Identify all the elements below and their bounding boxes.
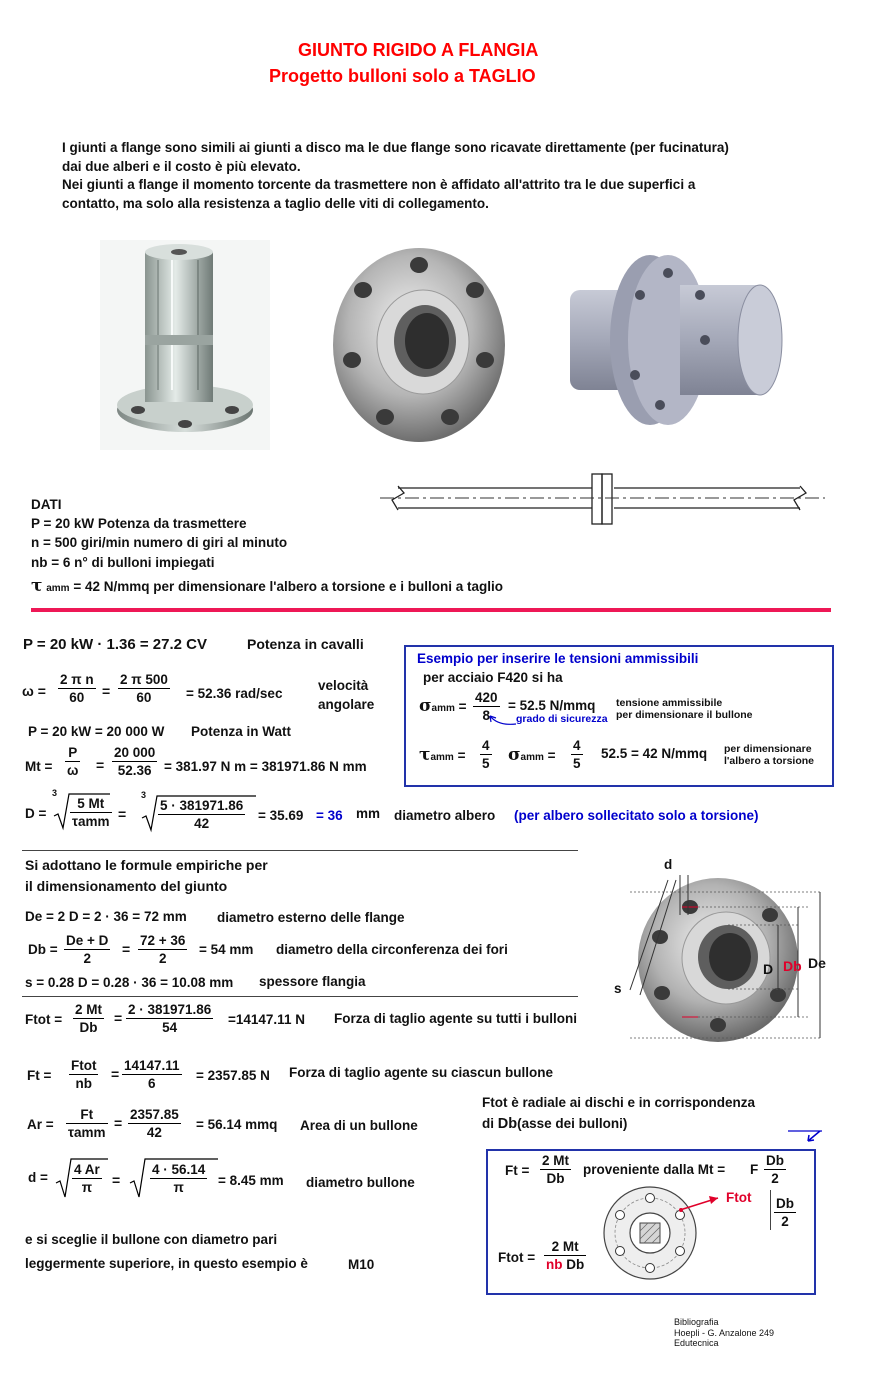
dd-lhs: d = — [28, 1170, 48, 1185]
dimension-line — [770, 1190, 772, 1230]
choice-line2: leggermente superiore, in questo esempio è — [25, 1256, 308, 1271]
splined-shaft-flange-image — [100, 240, 270, 450]
dd-fraction-2: $\frac{4 \cdot 56.14}{\pi}$ — [152, 1162, 206, 1195]
ar-lhs: Ar = — [27, 1117, 54, 1132]
intro-paragraph — [62, 139, 729, 213]
s-label: spessore flangia — [259, 974, 366, 989]
box-mid-text: proveniente dalla Mt = — [583, 1162, 726, 1177]
cube-root-index: 3 — [52, 788, 58, 798]
example-title: Esempio per inserire le tensioni ammissibili — [417, 651, 699, 666]
ftot-label: Forza di taglio agente su tutti i bulloni — [334, 1011, 577, 1026]
d-lhs: D = — [25, 806, 47, 821]
label-d: d — [664, 857, 673, 872]
ft-label: Forza di taglio agente su ciascun bullone — [289, 1065, 554, 1080]
box-ft-lhs: Ft = — [505, 1163, 530, 1178]
dati-bolts: nb = 6 n° di bulloni impiegati — [31, 555, 215, 570]
empirical-line2: il dimensionamento del giunto — [25, 878, 228, 894]
ftot-lhs: Ftot = — [25, 1012, 63, 1027]
tau-sigma-term: σamm = — [508, 745, 556, 765]
bibliography — [674, 1317, 774, 1349]
db-fraction-1: $\frac{De + D}{2}$ — [66, 933, 109, 966]
flanged-coupling-image — [560, 255, 785, 435]
intro-line: dai due alberi e il costo è più elevato. — [62, 158, 301, 174]
title-line2: Progetto bulloni solo a TAGLIO — [269, 66, 536, 86]
power-cv-label: Potenza in cavalli — [247, 636, 364, 652]
label-Db: Db — [783, 958, 802, 974]
equals: = — [114, 1010, 123, 1026]
ftot-note-line1: Ftot è radiale ai dischi e in corrispondenza — [482, 1095, 756, 1110]
cube-root-index: 3 — [141, 790, 147, 800]
arrow-icon — [788, 1128, 824, 1144]
power-watt: P = 20 kW = 20 000 W — [28, 724, 165, 739]
ar-result: = 56.14 mmq — [196, 1117, 278, 1132]
box-fraction-3: $\frac{Db}{2}$ — [776, 1196, 794, 1229]
intro-line: Nei giunti a flange il momento torcente da trasmettere non è affidato all'attrito tra le due superfici a — [62, 177, 696, 192]
equals: = — [118, 806, 127, 822]
title-line1: GIUNTO RIGIDO A FLANGIA — [298, 40, 539, 60]
d-label-note: (per albero sollecitato solo a torsione) — [514, 808, 759, 823]
ft-result: = 2357.85 N — [196, 1068, 270, 1083]
d-label: diametro albero — [394, 808, 496, 823]
biblio-line: Edutecnica — [674, 1338, 719, 1348]
ar-fraction-2: $\frac{2357.85}{42}$ — [130, 1107, 179, 1140]
equals: = — [111, 1066, 120, 1082]
de-formula: De = 2 D = 2 · 36 = 72 mm — [25, 909, 187, 924]
omega-fraction-1: $\frac{\text{2 π n}}{60}$ — [60, 672, 94, 705]
dati-rpm: n = 500 giri/min numero di giri al minuto — [31, 535, 288, 550]
weld-neck-flange-image — [330, 245, 508, 445]
dd-label: diametro bullone — [306, 1175, 415, 1190]
label-De: De — [808, 955, 826, 971]
label-s: s — [614, 981, 622, 996]
db-lhs: Db = — [28, 942, 58, 957]
example-subtitle: per acciaio F420 si ha — [423, 670, 563, 685]
equals: = — [112, 1172, 121, 1188]
tau-symbol: τ — [31, 576, 43, 596]
box-F: F — [750, 1162, 759, 1177]
s-formula: s = 0.28 D = 0.28 · 36 = 10.08 mm — [25, 975, 234, 990]
db-fraction-2: $\frac{72 + 36}{2}$ — [140, 933, 186, 966]
power-cv: P = 20 kW · 1.36 = 27.2 CV — [23, 636, 207, 653]
dati-tau — [31, 576, 503, 596]
sigma-fraction: $\frac{420}{8}$ — [475, 690, 498, 723]
tau-text: = 42 N/mmq per dimensionare l'albero a torsione e i bulloni a taglio — [73, 579, 504, 594]
biblio-line: Bibliografia — [674, 1317, 719, 1327]
choice-line1: e si sceglie il bullone con diametro pari — [25, 1232, 278, 1247]
ftot-note-line2: di Db(asse dei bulloni) — [482, 1116, 628, 1132]
tau-subscript: amm — [46, 583, 70, 594]
equals: = — [122, 941, 131, 957]
box-ftot-lhs: Ftot = — [498, 1250, 536, 1265]
mt-result: = 381.97 N m = 381971.86 N mm — [164, 759, 367, 774]
divider-line — [22, 996, 578, 997]
equals: = — [102, 683, 111, 699]
sigma-note: tensione ammissibile per dimensionare il bullone — [616, 697, 753, 721]
section-divider — [31, 608, 831, 612]
tau-fraction-1: $\frac{4}{5}$ — [482, 738, 490, 771]
intro-line: contatto, ma solo alla resistenza a taglio delle viti di collegamento. — [62, 195, 489, 211]
safety-factor-note: grado di sicurezza — [516, 713, 608, 725]
intro-line: I giunti a flange sono simili ai giunti a disco ma le due flange sono ricavate direttamente (per fucinatura) — [62, 140, 729, 155]
tau-fraction-2: $\frac{4}{5}$ — [573, 738, 581, 771]
db-label: diametro della circonferenza dei fori — [276, 942, 508, 957]
ftot-fraction-2: $\frac{2 \cdot 381971.86}{54}$ — [128, 1002, 212, 1035]
force-arrow-icon — [676, 1186, 726, 1216]
omega-label-2: angolare — [318, 697, 375, 712]
ftot-result: =14147.11 N — [228, 1012, 305, 1027]
ar-fraction-1: Ft τamm — [68, 1107, 106, 1140]
box-fraction-4: $\frac{2 Mt}{\text{nb Db}}$ — [546, 1239, 585, 1272]
d-fraction-2: $\frac{5 \cdot 381971.86}{42}$ — [160, 798, 244, 831]
dd-fraction-1: $\frac{4 Ar}{\pi}$ — [74, 1162, 100, 1195]
empirical-line1: Si adottano le formule empiriche per — [25, 857, 268, 873]
shaft-coupling-sketch — [380, 468, 830, 530]
dati-power: P = 20 kW Potenza da trasmettere — [31, 516, 247, 531]
mt-lhs: Mt = — [25, 759, 53, 774]
equals: = — [96, 757, 105, 773]
sigma-lhs: σamm = — [419, 696, 467, 716]
divider-line — [22, 850, 578, 851]
d-fraction-1: 5 Mt τamm — [72, 796, 110, 829]
ft-lhs: Ft = — [27, 1068, 52, 1083]
choice-value: M10 — [348, 1257, 375, 1272]
ft-fraction-1: Ftot nb — [71, 1058, 97, 1091]
tau-result: 52.5 = 42 N/mmq — [601, 746, 708, 761]
ftot-fraction-1: $\frac{2 Mt}{Db}$ — [75, 1002, 102, 1035]
box-ftot-arrow-label: Ftot — [726, 1190, 752, 1205]
dati-heading: DATI — [31, 497, 62, 512]
db-result: = 54 mm — [199, 942, 254, 957]
de-label: diametro esterno delle flange — [217, 910, 405, 925]
mt-fraction-1: $\frac{P}{\omega}$ — [67, 745, 79, 778]
sigma-subscript: amm — [431, 703, 455, 714]
sigma-symbol: σ — [419, 696, 432, 716]
equals: = — [114, 1115, 123, 1131]
d-result-rounded: = 36 — [316, 808, 343, 823]
ft-fraction-2: $\frac{14147.11}{6}$ — [124, 1058, 180, 1091]
biblio-line: Hoepli - G. Anzalone 249 — [674, 1327, 775, 1338]
omega-result: = 52.36 rad/sec — [186, 686, 283, 701]
tau-note: per dimensionare l'albero a torsione — [724, 743, 815, 767]
mt-fraction-2: $\frac{20 000}{52.36}$ — [114, 745, 156, 778]
omega-fraction-2: $\frac{2 \pi 500}{60}$ — [120, 672, 168, 705]
omega-label-1: velocità — [318, 678, 369, 693]
box-fraction-2: $\frac{Db}{2}$ — [766, 1153, 784, 1186]
d-result: = 35.69 — [258, 808, 304, 823]
d-unit: mm — [356, 806, 381, 821]
ar-label: Area di un bullone — [300, 1118, 418, 1133]
sigma-result: = 52.5 N/mmq — [508, 698, 596, 713]
power-watt-label: Potenza in Watt — [191, 724, 291, 739]
flange-dimension-diagram — [600, 855, 840, 1045]
arrow-icon — [486, 712, 518, 728]
dd-result: = 8.45 mm — [218, 1173, 284, 1188]
tau-lhs: τamm = — [419, 745, 466, 765]
label-D: D — [763, 961, 774, 977]
box-fraction-1: $\frac{2 Mt}{Db}$ — [542, 1153, 569, 1186]
omega-lhs: ω = — [22, 683, 46, 699]
